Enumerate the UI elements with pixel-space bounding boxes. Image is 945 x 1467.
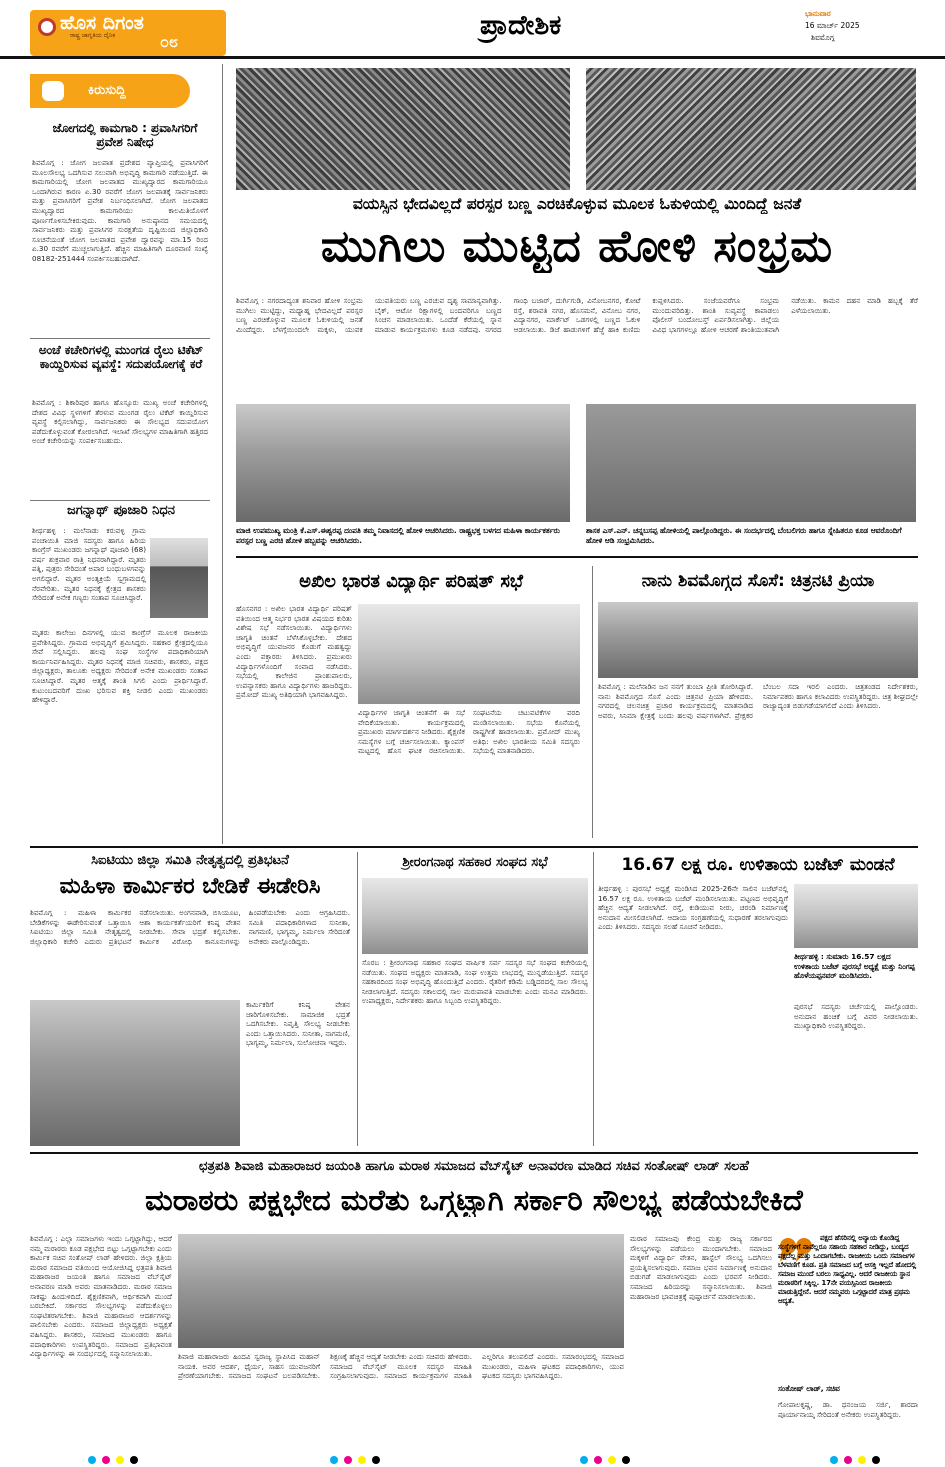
holi-body: ಶಿವಮೊಗ್ಗ : ನಗರದಾದ್ಯಂತ ಶನಿವಾರ ಹೋಳಿ ಸಂಭ್ರಮ ಮುಗಿಲು ಮುಟ್ಟಿದ್ದು, ಮಧ್ಯಾಹ್ನ ಭೇದವಿಲ್ಲದೆ ಪರಸ್ಪರ ಬಣ್ಣ ಎರಚಿಕೊಳ್ಳುವ ಮೂಲಕ ಓಕುಳಿಯಲ್ಲಿ ಜನತೆ ಮಿಂದೆದ್ದರು. ಬೆಳಗ್ಗೆಯಿಂದಲೇ ಮಕ್ಕಳು, ಯುವಕ ಯುವತಿಯರು ಬಣ್ಣ ಎರಚುವ ದೃಶ್ಯ ಸಾಮಾನ್ಯವಾಗಿತ್ತು. ಬೈಕ್, ಆಟೋ ರಿಕ್ಷಾಗಳಲ್ಲಿ ಬಂದವರಿಗೂ ಬಣ್ಣದ ಸಿಂಚನ ಮಾಡಲಾಯಿತು. ಒಂದೆಡೆ ಕೆರೆಯಲ್ಲಿ ಸ್ನಾನ ಮಾಡುವ ಕಾರ್ಯಕ್ರಮಗಳು ಕೂಡ ನಡೆದವು. ನಗರದ ಗಾಂಧಿ ಬಜಾರ್, ದುರ್ಗಿಗುಡಿ, ವಿನೋಬನಗರ, ಕೋಟೆ ರಸ್ತೆ, ಶರಾವತಿ ನಗರ, ಹೊಸಮನೆ, ವಿನೋಬ ನಗರ, ವಿದ್ಯಾನಗರ, ಮಾರ್ಕೆಟ್ ಒಡಗಳಲ್ಲಿ ಬಣ್ಣದ ಓಕುಳಿ ಆಡಲಾಯಿತು. ಡಿಜೆ ಹಾಡುಗಳಿಗೆ ಹೆಜ್ಜೆ ಹಾಕಿ ಕುಣಿದು ಕುಪ್ಪಳಿಸಿದರು. ಸಂಜೆಯವರೆಗೂ ಸಂಭ್ರಮ ಮುಂದುವರಿದಿತ್ತು. ಶಾಂತಿ ಸುವ್ಯವಸ್ಥೆ ಕಾಪಾಡಲು ಪೊಲೀಸ್ ಬಂದೋಬಸ್ತ್ ಏರ್ಪಡಿಸಲಾಗಿತ್ತು. ಜಿಲ್ಲೆಯ ವಿವಿಧ ಭಾಗಗಳಲ್ಲೂ ಹೋಳಿ ಆಚರಣೆ ಶಾಂತಿಯುತವಾಗಿ ನಡೆಯಿತು. ಕಾಮನ ದಹನ ಮಾಡಿ ಹಬ್ಬಕ್ಕೆ ತೆರೆ ಎಳೆಯಲಾಯಿತು.: [236, 296, 918, 334]
registration-marks-3: [580, 1456, 630, 1464]
maratha-quote-text: ಪಕ್ಷದ ಹೆಸರಿನಲ್ಲಿ ಅನ್ಯಾಯ ಕೊಂಡಿದ್ದ ಸಂಸ್ಥೆಗಳಿಗೆ ನಾವೆಲ್ಲರೂ ಸಹಾಯ ಸಹಕಾರ ನೀಡಿದ್ದು, ಬಂದ್ಯದ ಪಕ್ಷದೆಲ್ಲ ಮತ್ತು ಒಂದಾಗಬೇಕು. ರಾಜಕೀಯ ಒಂದು ಸಮಾಜಗಳ ಬೆಳವಣಿಗೆ ಕೂಡ. ಪ್ರತಿ ಸಮಾಜದ ಬಗ್ಗೆ ಆಸಕ್ತಿ ಇಲ್ಲದೆ ಹೋದಲ್ಲಿ ಸಮಾಜ ಮುಂದೆ ಬರಲು ಸಾಧ್ಯವಿಲ್ಲ. ಆದರೆ ರಾಜಕೀಯ ಸ್ಥಾನ ಮರಾಠರಿಗೆ ಸಿಕ್ಕಿಲ್ಲ. 17ನೇ ವಯಸ್ಸಿನಿಂದ ರಾಜಕೀಯ ಮಾಡುತ್ತಿದ್ದೇನೆ. ಆದರೆ ನಮ್ಮವರು ಒಗ್ಗಟ್ಟಾದರೆ ಮಾತ್ರ ಪ್ರಥಮ ಆದ್ಯತೆ.: [778, 1234, 917, 1305]
abvp-headline: ಅಖಿಲ ಭಾರತ ವಿದ್ಯಾರ್ಥಿ ಪರಿಷತ್ ಸಭೆ: [299, 572, 523, 592]
registration-marks-1: [88, 1456, 138, 1464]
newspaper-tagline: ರಾಷ್ಟ್ರ ಜಾಗೃತಿಯ ದೈನಿಕ: [70, 32, 116, 39]
maratha-body-col2: ಶಿವಾಜಿ ಮಹಾರಾಜರು ಹಿಂದವಿ ಸ್ವರಾಜ್ಯ ಸ್ಥಾಪಿಸಿದ ಮಹಾನ್ ನಾಯಕ. ಅವರ ಆದರ್ಶ, ಧೈರ್ಯ, ಸಾಹಸ ಯುವಜನರಿಗೆ ಪ್ರೇರಣೆಯಾಗಬೇಕು. ಸಮಾಜದ ಸಂಘಟನೆ ಬಲಪಡಿಸಬೇಕು. ಶಿಕ್ಷಣಕ್ಕೆ ಹೆಚ್ಚಿನ ಆದ್ಯತೆ ನೀಡಬೇಕು ಎಂದು ಸಚಿವರು ಹೇಳಿದರು. ಸಮಾಜದ ವೆಬ್‌ಸೈಟ್ ಮೂಲಕ ಸದಸ್ಯರ ಮಾಹಿತಿ ಸಂಗ್ರಹಿಸಲಾಗುವುದು. ಸಮಾಜದ ಕಾರ್ಯಕ್ರಮಗಳ ಮಾಹಿತಿ ಎಲ್ಲರಿಗೂ ತಲುಪಲಿದೆ ಎಂದರು. ಸಮಾರಂಭದಲ್ಲಿ ಸಮಾಜದ ಮುಖಂಡರು, ಮಹಿಳಾ ಘಟಕದ ಪದಾಧಿಕಾರಿಗಳು, ಯುವ ಘಟಕದ ಸದಸ್ಯರು ಭಾಗವಹಿಸಿದ್ದರು.: [178, 1352, 624, 1381]
sriranganatha-meeting-photo: [362, 878, 588, 954]
brief-3-headline: ಜಗನ್ನಾಥ್ ಪೂಜಾರಿ ನಿಧನ: [66, 504, 176, 518]
citu-kicker: ಸಿಐಟಿಯು ಜಿಲ್ಲಾ ಸಮಿತಿ ನೇತೃತ್ವದಲ್ಲಿ ಪ್ರತಿಭಟನೆ: [91, 854, 289, 868]
column-rule: [593, 852, 594, 1146]
budget-photo-caption: ತೀರ್ಥಹಳ್ಳಿ : ಸುಮಾರು 16.57 ಲಕ್ಷದ ಉಳಿತಾಯ ಬಜೆಟ್ ಪುರಸಭೆ ಅಧ್ಯಕ್ಷೆ ಮತ್ತು ನಿಂಗಪ್ಪ ಹೊಳೆಯಪ್ಪನವರ್ ಮಂಡಿಸಿದರು.: [794, 952, 915, 980]
masthead-rule: [0, 56, 945, 59]
brief-1-body: ಶಿವಮೊಗ್ಗ : ಜೋಗ ಜಲಪಾತ ಪ್ರದೇಶದ ವ್ಯಾಪ್ತಿಯಲ್ಲಿ ಪ್ರವಾಸಿಗರಿಗೆ ಮೂಲಸೌಲಭ್ಯ ಒದಗಿಸುವ ಸಲುವಾಗಿ ಅಭಿವೃದ್ಧಿ ಕಾಮಗಾರಿ ನಡೆಯುತ್ತಿದೆ. ಈ ಕಾಮಗಾರಿಯಲ್ಲಿ ಜೋಗ ಜಲಪಾತದ ಮುಖ್ಯದ್ವಾರದ ಕಾಮಗಾರಿಯೂ ಒಂದಾಗಿರುವ ಕಾರಣ ಏ.30 ರವರೆಗೆ ಜೋಗ ಜಲಪಾತಕ್ಕೆ ಸಾರ್ವಜನಿಕರು ಮತ್ತು ಪ್ರವಾಸಿಗರಿಗೆ ಪ್ರವೇಶ ನಿರ್ಬಂಧಿಸಲಾಗಿದೆ. ಜೋಗ ಜಲಪಾತದ ಮುಖ್ಯದ್ವಾರದ ಕಾಮಗಾರಿಯು ಕಾಲಮಿತಿಯೊಳಗೆ ಪೂರ್ಣಗೊಳಿಸಬೇಕಿರುವುದು. ಕಾಮಗಾರಿ ಅನುಷ್ಠಾನದ ಸಮಯದಲ್ಲಿ ಸಾರ್ವಜನಿಕರು ಮತ್ತು ಪ್ರವಾಸಿಗರ ಸುರಕ್ಷತೆಯ ದೃಷ್ಟಿಯಿಂದ ಜಿಲ್ಲಾಧಿಕಾರಿ ಸೂಚನೆಯಂತೆ ಜೋಗ ಜಲಪಾತದ ಪ್ರವೇಶ ದ್ವಾರವನ್ನು ಮಾ.15 ರಿಂದ ಏ.30 ರವರೆಗೆ ಮುಚ್ಚಲಾಗುತ್ತಿದೆ. ಹೆಚ್ಚಿನ ಮಾಹಿತಿಗಾಗಿ ದೂರವಾಣಿ ಸಂಖ್ಯೆ 08182-251444 ಸಂಪರ್ಕಿಸಬಹುದಾಗಿದೆ.: [32, 158, 208, 263]
dateline-city: ಶಿವಮೊಗ್ಗ: [811, 33, 835, 42]
brief-2-headline: ಅಂಚೆ ಕಚೇರಿಗಳಲ್ಲಿ ಮುಂಗಡ ರೈಲು ಟಿಕೆಟ್ ಕಾಯ್ದಿರಿಸುವ ವ್ಯವಸ್ಥೆ: ಸದುಪಯೋಗಕ್ಕೆ ಕರೆ: [38, 344, 204, 371]
maratha-body-col3: ಮರಾಠ ಸಮಾಜವು ಕೇಂದ್ರ ಮತ್ತು ರಾಜ್ಯ ಸರ್ಕಾರದ ಸೌಲಭ್ಯಗಳನ್ನು ಪಡೆಯಲು ಮುಂದಾಗಬೇಕು. ಸಮಾಜದ ಮಕ್ಕಳಿಗೆ ವಿದ್ಯಾರ್ಥಿ ವೇತನ, ಹಾಸ್ಟೆಲ್ ಸೌಲಭ್ಯ ಒದಗಿಸಲು ಪ್ರಯತ್ನಿಸಲಾಗುವುದು. ಸಮಾಜ ಭವನ ನಿರ್ಮಾಣಕ್ಕೆ ಅನುದಾನ ಬಿಡುಗಡೆ ಮಾಡಲಾಗುವುದು ಎಂದು ಭರವಸೆ ನೀಡಿದರು. ಸಮಾಜದ ಹಿರಿಯರನ್ನು ಸನ್ಮಾನಿಸಲಾಯಿತು. ಶಿವಾಜಿ ಮಹಾರಾಜರ ಭಾವಚಿತ್ರಕ್ಕೆ ಪುಷ್ಪಾರ್ಚನೆ ಮಾಡಲಾಯಿತು.: [630, 1234, 772, 1301]
holi-kicker: ವಯಸ್ಸಿನ ಭೇದವಿಲ್ಲದೆ ಪರಸ್ಪರ ಬಣ್ಣ ಎರಚಿಕೊಳ್ಳುವ ಮೂಲಕ ಓಕುಳಿಯಲ್ಲಿ ಮಿಂದಿದ್ದೆ ಜನತೆ: [352, 196, 802, 213]
brief-1-headline: ಜೋಗದಲ್ಲಿ ಕಾಮಗಾರಿ : ಪ್ರವಾಸಿಗರಿಗೆ ಪ್ರವೇಶ ನಿಷೇಧ: [52, 122, 198, 149]
column-rule: [357, 852, 358, 1146]
section-rule: [236, 556, 918, 558]
newspaper-name: ಹೊಸ ದಿಗಂತ: [60, 12, 144, 34]
section-title: ಪ್ರಾದೇಶಿಕ: [480, 10, 562, 41]
abvp-body-col1: ಹೊಸನಗರ : ಅಖಿಲ ಭಾರತ ವಿದ್ಯಾರ್ಥಿ ಪರಿಷತ್ ವತಿಯಿಂದ ಆತ್ಮ ನಿರ್ಭರ ಭಾರತ ವಿಷಯದ ಕುರಿತು ವಿಶೇಷ ಸಭೆ ನಡೆಸಲಾಯಿತು. ವಿದ್ಯಾರ್ಥಿಗಳು ಜಾಗೃತಿ ಚಿಂತನೆ ಬೆಳೆಸಿಕೊಳ್ಳಬೇಕು. ದೇಶದ ಅಭಿವೃದ್ಧಿಗೆ ಯುವಜನರ ಕೊಡುಗೆ ಮಹತ್ವದ್ದು ಎಂದು ವಕ್ತಾರರು ತಿಳಿಸಿದರು. ಪ್ರಮುಖರು ವಿದ್ಯಾರ್ಥಿಗಳೊಂದಿಗೆ ಸಂವಾದ ನಡೆಸಿದರು. ಸಭೆಯಲ್ಲಿ ಕಾಲೇಜಿನ ಪ್ರಾಂಶುಪಾಲರು, ಉಪನ್ಯಾಸಕರು ಹಾಗೂ ವಿದ್ಯಾರ್ಥಿಗಳು ಹಾಜರಿದ್ದರು. ಪ್ರಮೋದ್ ಮುಖ್ಯ ಅತಿಥಿಯಾಗಿ ಭಾಗವಹಿಸಿದ್ದರು.: [236, 604, 352, 700]
section-rule: [30, 846, 918, 848]
registration-marks-4: [830, 1456, 880, 1464]
sriranganatha-headline: ಶ್ರೀರಂಗನಾಥ ಸಹಕಾರ ಸಂಘದ ಸಭೆ: [402, 856, 548, 870]
obituary-portrait-photo: [150, 538, 208, 618]
citu-protest-photo: [30, 1000, 240, 1146]
brief-2-body: ಶಿವಮೊಗ್ಗ : ಶಿಕಾರಿಪುರ ಹಾಗೂ ಹೊಸ್ಸೂರು ಮುಖ್ಯ ಅಂಚೆ ಕಚೇರಿಗಳಲ್ಲಿ ದೇಶದ ವಿವಿಧ ಸ್ಥಳಗಳಿಗೆ ತೆರಳುವ ಮುಂಗಡ ರೈಲು ಟಿಕೆಟ್ ಕಾಯ್ದಿರಿಸುವ ವ್ಯವಸ್ಥೆ ಕಲ್ಪಿಸಲಾಗಿದ್ದು, ಸಾರ್ವಜನಿಕರು ಈ ಸೌಲಭ್ಯದ ಸದುಪಯೋಗ ಪಡೆದುಕೊಳ್ಳುವಂತೆ ಕೋರಲಾಗಿದೆ. ಇಲಾಖೆ ಸೌಲಭ್ಯಗಳ ಮಾಹಿತಿಗಾಗಿ ಹತ್ತಿರದ ಅಂಚೆ ಕಚೇರಿಯನ್ನು ಸಂಪರ್ಕಿಸಬಹುದು.: [32, 398, 208, 446]
pointing-hand-icon: [42, 81, 64, 101]
dateline-day: ಭಾನುವಾರ: [805, 9, 831, 18]
maratha-body-col1: ಶಿವಮೊಗ್ಗ : ಎಲ್ಲಾ ಸಮಾಜಗಳು ಇಂದು ಒಗ್ಗಟ್ಟಾಗಿದ್ದು, ಆದರೆ ನಮ್ಮ ಮರಾಠರು ಕೂಡ ಪಕ್ಷಭೇದ ಬಿಟ್ಟು ಒಗ್ಗಟ್ಟಾಗಬೇಕು ಎಂದು ಕಾರ್ಮಿಕ ಸಚಿವ ಸಂತೋಷ್ ಲಾಡ್ ಹೇಳಿದರು. ಜಿಲ್ಲಾ ಕ್ಷತ್ರಿಯ ಮರಾಠ ಸಮಾಜದ ವತಿಯಿಂದ ಆಯೋಜಿಸಿದ್ದ ಛತ್ರಪತಿ ಶಿವಾಜಿ ಮಹಾರಾಜರ ಜಯಂತಿ ಹಾಗೂ ಸಮಾಜದ ವೆಬ್‌ಸೈಟ್ ಅನಾವರಣ ಮಾಡಿ ಅವರು ಮಾತನಾಡಿದರು. ಮರಾಠ ಸಮಾಜ ಸಾಕಷ್ಟು ಹಿಂದುಳಿದಿದೆ. ಶೈಕ್ಷಣಿಕವಾಗಿ, ಆರ್ಥಿಕವಾಗಿ ಮುಂದೆ ಬರಬೇಕಿದೆ. ಸರ್ಕಾರದ ಸೌಲಭ್ಯಗಳನ್ನು ಪಡೆದುಕೊಳ್ಳಲು ಸಂಘಟಿತರಾಗಬೇಕು. ಶಿವಾಜಿ ಮಹಾರಾಜರ ಆದರ್ಶಗಳನ್ನು ಪಾಲಿಸಬೇಕು ಎಂದರು. ಸಮಾಜದ ಜಿಲ್ಲಾಧ್ಯಕ್ಷರು ಅಧ್ಯಕ್ಷತೆ ವಹಿಸಿದ್ದರು. ಶಾಸಕರು, ಸಮಾಜದ ಮುಖಂಡರು ಹಾಗೂ ಪದಾಧಿಕಾರಿಗಳು ಉಪಸ್ಥಿತರಿದ್ದರು. ಸಮಾಜದ ಪ್ರತಿಭಾವಂತ ವಿದ್ಯಾರ್ಥಿಗಳನ್ನು ಈ ಸಂದರ್ಭದಲ್ಲಿ ಸನ್ಮಾನಿಸಲಾಯಿತು.: [30, 1234, 172, 1359]
section-rule: [30, 1152, 918, 1154]
priya-group-photo: [598, 602, 918, 678]
citu-body-continued: ಕಾರ್ಮಿಕರಿಗೆ ಕನಿಷ್ಠ ವೇತನ ಜಾರಿಗೊಳಿಸಬೇಕು. ಸಾಮಾಜಿಕ ಭದ್ರತೆ ಒದಗಿಸಬೇಕು. ನಿವೃತ್ತಿ ಸೌಲಭ್ಯ ನೀಡಬೇಕು ಎಂದು ಒತ್ತಾಯಿಸಿದರು. ಸುನೀತಾ, ನಾಗಮಣಿ, ಭಾಗ್ಯಮ್ಮ, ನಿರ್ಮಲಾ, ಸುಲೋಚನಾ ಇದ್ದರು.: [246, 1000, 350, 1048]
holi-mla-photo: [586, 404, 916, 522]
page-number: ೦೮: [160, 32, 178, 51]
kiru-suddi-banner: [30, 74, 190, 108]
holi-crowd-photo-right: [586, 68, 916, 190]
budget-body: ತೀರ್ಥಹಳ್ಳಿ : ಪುರಸಭೆ ಅಧ್ಯಕ್ಷೆ ಮಂಡಿಸಿದ 2025-26ನೇ ಸಾಲಿನ ಬಜೆಟ್‌ನಲ್ಲಿ 16.57 ಲಕ್ಷ ರೂ. ಉಳಿತಾಯ ಬಜೆಟ್ ಮಂಡಿಸಲಾಯಿತು. ಪಟ್ಟಣದ ಅಭಿವೃದ್ಧಿಗೆ ಹೆಚ್ಚಿನ ಆದ್ಯತೆ ನೀಡಲಾಗಿದೆ. ರಸ್ತೆ, ಕುಡಿಯುವ ನೀರು, ಚರಂಡಿ ನಿರ್ಮಾಣಕ್ಕೆ ಅನುದಾನ ಮೀಸಲಿಡಲಾಗಿದೆ. ಆದಾಯ ಸಂಗ್ರಹಣೆಯಲ್ಲಿ ಸುಧಾರಣೆ ತರಲಾಗುವುದು ಎಂದು ತಿಳಿಸಿದರು. ಸದಸ್ಯರು ಸಲಹೆ ಸೂಚನೆ ನೀಡಿದರು.: [598, 884, 788, 932]
priya-headline: ನಾನು ಶಿವಮೊಗ್ಗದ ಸೊಸೆ: ಚಿತ್ರನಟಿ ಪ್ರಿಯಾ: [641, 572, 875, 591]
dateline-date: 16 ಮಾರ್ಚ್ 2025: [805, 21, 860, 30]
brief-3-body: ಶೀರ್ಥಹಳ್ಳಿ : ಮಲೆನಾಡು ಕರುವಳ್ಳಿ ಗ್ರಾಮ ಪಂಚಾಯಿತಿ ಮಾಜಿ ಸದಸ್ಯರು ಹಾಗೂ ಹಿರಿಯ ಕಾಂಗ್ರೆಸ್ ಮುಖಂಡರು ಜಗನ್ನಾಥ್ ಪೂಜಾರಿ (68) ವರ್ಷ ಶುಕ್ರವಾರ ರಾತ್ರಿ ನಿಧನರಾಗಿದ್ದಾರೆ. ಮೃತರು ಪತ್ನಿ, ಪುತ್ರರು ಸೇರಿದಂತೆ ಅಪಾರ ಬಂಧುಬಳಗವನ್ನು ಅಗಲಿದ್ದಾರೆ. ಮೃತರ ಅಂತ್ಯಕ್ರಿಯೆ ಸ್ವಗ್ರಾಮದಲ್ಲಿ ನೆರವೇರಿತು. ಮೃತರ ನಿಧನಕ್ಕೆ ಕ್ಷೇತ್ರದ ಶಾಸಕರು ಸೇರಿದಂತೆ ಅನೇಕ ಗಣ್ಯರು ಸಂತಾಪ ಸೂಚಿಸಿದ್ದಾರೆ.: [32, 526, 146, 603]
holi-women-photo: [236, 404, 570, 522]
priya-body: ಶಿವಮೊಗ್ಗ : ಮಲೆನಾಡಿನ ಜನ ನನಗೆ ತುಂಬಾ ಪ್ರೀತಿ ತೋರಿಸಿದ್ದಾರೆ. ನಾನು ಶಿವಮೊಗ್ಗದ ಸೊಸೆ ಎಂದು ಚಿತ್ರನಟಿ ಪ್ರಿಯಾ ಹೇಳಿದರು. ನಗರದಲ್ಲಿ ಚಲನಚಿತ್ರ ಪ್ರಚಾರ ಕಾರ್ಯಕ್ರಮದಲ್ಲಿ ಮಾತನಾಡಿದ ಅವರು, ಸಿನಿಮಾ ಕ್ಷೇತ್ರಕ್ಕೆ ಬಂದು ಹಲವು ವರ್ಷಗಳಾಗಿವೆ. ಪ್ರೇಕ್ಷಕರ ಬೆಂಬಲ ಸದಾ ಇರಲಿ ಎಂದರು. ಚಿತ್ರತಂಡದ ನಿರ್ದೇಶಕರು, ನಿರ್ಮಾಪಕರು ಹಾಗೂ ಕಲಾವಿದರು ಉಪಸ್ಥಿತರಿದ್ದರು. ಚಿತ್ರ ಶೀಘ್ರದಲ್ಲೇ ರಾಜ್ಯಾದ್ಯಂತ ಬಿಡುಗಡೆಯಾಗಲಿದೆ ಎಂದು ತಿಳಿಸಿದರು.: [598, 682, 918, 720]
maratha-quote-box: [778, 1234, 918, 1394]
citu-body: ಶಿವಮೊಗ್ಗ : ಮಹಿಳಾ ಕಾರ್ಮಿಕರ ಬೇಡಿಕೆಗಳನ್ನು ಈಡೇರಿಸುವಂತೆ ಒತ್ತಾಯಿಸಿ ಸಿಐಟಿಯು ಜಿಲ್ಲಾ ಸಮಿತಿ ನೇತೃತ್ವದಲ್ಲಿ ಜಿಲ್ಲಾಧಿಕಾರಿ ಕಚೇರಿ ಎದುರು ಪ್ರತಿಭಟನೆ ನಡೆಸಲಾಯಿತು. ಅಂಗನವಾಡಿ, ಬಿಸಿಯೂಟ, ಆಶಾ ಕಾರ್ಯಕರ್ತೆಯರಿಗೆ ಕನಿಷ್ಠ ವೇತನ ನೀಡಬೇಕು. ಸೇವಾ ಭದ್ರತೆ ಕಲ್ಪಿಸಬೇಕು. ಕಾರ್ಮಿಕ ವಿರೋಧಿ ಕಾನೂನುಗಳನ್ನು ಹಿಂಪಡೆಯಬೇಕು ಎಂದು ಆಗ್ರಹಿಸಿದರು. ಸಮಿತಿ ಪದಾಧಿಕಾರಿಗಳಾದ ಸುನೀತಾ, ನಾಗಮಣಿ, ಭಾಗ್ಯಮ್ಮ, ನಿರ್ಮಲಾ ಸೇರಿದಂತೆ ಅನೇಕರು ಪಾಲ್ಗೊಂಡಿದ್ದರು.: [30, 908, 350, 946]
holi-headline: ಮುಗಿಲು ಮುಟ್ಟಿದ ಹೋಳಿ ಸಂಭ್ರಮ: [320, 222, 834, 272]
masthead-logo: [30, 10, 226, 56]
maratha-stage-photo: [178, 1234, 624, 1348]
citu-headline: ಮಹಿಳಾ ಕಾರ್ಮಿಕರ ಬೇಡಿಕೆ ಈಡೇರಿಸಿ: [59, 874, 321, 899]
holi-crowd-photo-left: [236, 68, 570, 190]
divider: [30, 500, 210, 501]
maratha-quote-author: ಸಂತೋಷ್ ಲಾಡ್, ಸಚಿವ: [778, 1384, 840, 1393]
brief-3-body-continued: ಮೃತರು ಕಾಲೇಜು ದಿನಗಳಲ್ಲಿ ಯುವ ಕಾಂಗ್ರೆಸ್ ಮೂಲಕ ರಾಜಕೀಯ ಪ್ರವೇಶಿಸಿದ್ದರು. ಗ್ರಾಮದ ಅಭಿವೃದ್ಧಿಗೆ ಶ್ರಮಿಸಿದ್ದರು. ಸಹಕಾರ ಕ್ಷೇತ್ರದಲ್ಲಿಯೂ ಸೇವೆ ಸಲ್ಲಿಸಿದ್ದರು. ಹಲವು ಸಂಘ ಸಂಸ್ಥೆಗಳ ಪದಾಧಿಕಾರಿಯಾಗಿ ಕಾರ್ಯನಿರ್ವಹಿಸಿದ್ದರು. ಮೃತರ ನಿಧನಕ್ಕೆ ಮಾಜಿ ಸಚಿವರು, ಶಾಸಕರು, ಪಕ್ಷದ ಜಿಲ್ಲಾಧ್ಯಕ್ಷರು, ತಾಲೂಕು ಅಧ್ಯಕ್ಷರು ಸೇರಿದಂತೆ ಅನೇಕ ಮುಖಂಡರು ಸಂತಾಪ ಸೂಚಿಸಿದ್ದಾರೆ. ಮೃತರ ಆತ್ಮಕ್ಕೆ ಶಾಂತಿ ಸಿಗಲಿ ಎಂದು ಪ್ರಾರ್ಥಿಸಿದ್ದಾರೆ. ಕುಟುಂಬದವರಿಗೆ ದುಃಖ ಭರಿಸುವ ಶಕ್ತಿ ನೀಡಲಿ ಎಂದು ಮುಖಂಡರು ಹೇಳಿದ್ದಾರೆ.: [32, 628, 208, 705]
budget-council-photo: [794, 884, 918, 948]
column-rule: [592, 566, 593, 838]
kiru-suddi-label: ಕಿರುಸುದ್ದಿ: [88, 83, 126, 98]
abvp-meeting-photo: [358, 604, 580, 704]
registration-marks-2: [330, 1456, 380, 1464]
budget-headline: 16.67 ಲಕ್ಷ ರೂ. ಉಳಿತಾಯ ಬಜೆಟ್ ಮಂಡನೆ: [621, 856, 895, 875]
holi-photo-caption-right: ಶಾಸಕ ಎಸ್.ಎನ್. ಚನ್ನಬಸಪ್ಪ ಹೋಳಿಯಲ್ಲಿ ಪಾಲ್ಗೊಂಡಿದ್ದರು. ಈ ಸಂದರ್ಭದಲ್ಲಿ ಬೆಂಬಲಿಗರು ಹಾಗೂ ಸ್ನೇಹಿತರೂ ಕೂಡ ಆವರೊಂದಿಗೆ ಹೋಳಿ ಆಡಿ ಸಂಭ್ರಮಿಸಿದರು.: [586, 526, 902, 545]
holi-photo-caption-left: ಮಾಜಿ ಉಪಮುಖ್ಯ ಮಂತ್ರಿ ಕೆ.ಎಸ್.ಈಶ್ವರಪ್ಪ ದಂಪತಿ ತಮ್ಮ ನಿವಾಸದಲ್ಲಿ ಹೋಳಿ ಆಚರಿಸಿದರು. ರಾಷ್ಟ್ರಭಕ್ತ ಬಳಗದ ಮಹಿಳಾ ಕಾರ್ಯಕರ್ತರು ಪರಸ್ಪರ ಬಣ್ಣ ಎರಚಿ ಹೋಳಿ ಹಬ್ಬವನ್ನು ಆಚರಿಸಿದರು.: [236, 526, 560, 545]
maratha-body-col4: ಗೋಪಾಲಕೃಷ್ಣ, ಡಾ. ಧನಂಜಯ ಸರ್ಜಿ, ಶಾರದಾ ಪೂರ್ಯಾನಾಯ್ಕ ಸೇರಿದಂತೆ ಅನೇಕರು ಉಪಸ್ಥಿತರಿದ್ದರು.: [778, 1400, 918, 1419]
divider: [30, 338, 210, 339]
budget-body-continued: ಪುರಸಭೆ ಸದಸ್ಯರು ಚರ್ಚೆಯಲ್ಲಿ ಪಾಲ್ಗೊಂಡರು. ಅನುದಾನ ಹಂಚಿಕೆ ಬಗ್ಗೆ ವಿವರ ನೀಡಲಾಯಿತು. ಮುಖ್ಯಾಧಿಕಾರಿ ಉಪಸ್ಥಿತರಿದ್ದರು.: [794, 1002, 918, 1031]
dateline: [805, 8, 917, 48]
maratha-kicker: ಛತ್ರಪತಿ ಶಿವಾಜಿ ಮಹಾರಾಜರ ಜಯಂತಿ ಹಾಗೂ ಮರಾಠ ಸಮಾಜದ ವೆಬ್‌ಸೈಟ್ ಅನಾವರಣ ಮಾಡಿದ ಸಚಿವ ಸಂತೋಷ್ ಲಾಡ್ ಸಲಹೆ: [199, 1160, 749, 1174]
logo-emblem-icon: [38, 18, 56, 36]
column-rule: [222, 64, 223, 844]
maratha-headline: ಮರಾಠರು ಪಕ್ಷಭೇದ ಮರೆತು ಒಗ್ಗಟ್ಟಾಗಿ ಸರ್ಕಾರಿ ಸೌಲಭ್ಯ ಪಡೆಯಬೇಕಿದೆ: [145, 1184, 803, 1217]
sriranganatha-body: ಸೊರಬ : ಶ್ರೀರಂಗನಾಥ ಸಹಕಾರ ಸಂಘದ ವಾರ್ಷಿಕ ಸರ್ವ ಸದಸ್ಯರ ಸಭೆ ಸಂಘದ ಕಚೇರಿಯಲ್ಲಿ ನಡೆಯಿತು. ಸಂಘದ ಅಧ್ಯಕ್ಷರು ಮಾತನಾಡಿ, ಸಂಘ ಉತ್ತಮ ಲಾಭದಲ್ಲಿ ಮುನ್ನಡೆಯುತ್ತಿದೆ. ಸದಸ್ಯರ ಸಹಕಾರದಿಂದ ಸಂಘ ಅಭಿವೃದ್ಧಿ ಹೊಂದುತ್ತಿದೆ ಎಂದರು. ರೈತರಿಗೆ ಕಡಿಮೆ ಬಡ್ಡಿದರದಲ್ಲಿ ಸಾಲ ಸೌಲಭ್ಯ ನೀಡಲಾಗುತ್ತಿದೆ. ಸದಸ್ಯರು ಸಕಾಲದಲ್ಲಿ ಸಾಲ ಮರುಪಾವತಿ ಮಾಡಬೇಕು ಎಂದು ಮನವಿ ಮಾಡಿದರು. ಉಪಾಧ್ಯಕ್ಷರು, ನಿರ್ದೇಶಕರು ಹಾಗೂ ಸಿಬ್ಬಂದಿ ಉಪಸ್ಥಿತರಿದ್ದರು.: [362, 958, 588, 1006]
abvp-body-col2: ವಿದ್ಯಾರ್ಥಿಗಳ ಜಾಗೃತಿ ಚಿಂತನೆಗೆ ಈ ಸಭೆ ವೇದಿಕೆಯಾಯಿತು. ಕಾರ್ಯಕ್ರಮದಲ್ಲಿ ಪ್ರಮುಖರು ಮಾರ್ಗದರ್ಶನ ನೀಡಿದರು. ಶೈಕ್ಷಣಿಕ ಸಮಸ್ಯೆಗಳ ಬಗ್ಗೆ ಚರ್ಚಿಸಲಾಯಿತು. ಕ್ಯಾಂಪಸ್ ಮಟ್ಟದಲ್ಲಿ ಹೊಸ ಘಟಕ ರಚಿಸಲಾಯಿತು. ಸಂಘಟನೆಯ ಚಟುವಟಿಕೆಗಳ ವರದಿ ಮಂಡಿಸಲಾಯಿತು. ಸಭೆಯ ಕೊನೆಯಲ್ಲಿ ರಾಷ್ಟ್ರಗೀತೆ ಹಾಡಲಾಯಿತು. ಪ್ರಮೋದ್ ಮುಖ್ಯ ಅತಿಥಿ: ಅಖಿಲ ಭಾರತೀಯ ಸಮಿತಿ ಸದಸ್ಯರು ಸಭೆಯಲ್ಲಿ ಮಾತನಾಡಿದರು.: [358, 708, 580, 756]
